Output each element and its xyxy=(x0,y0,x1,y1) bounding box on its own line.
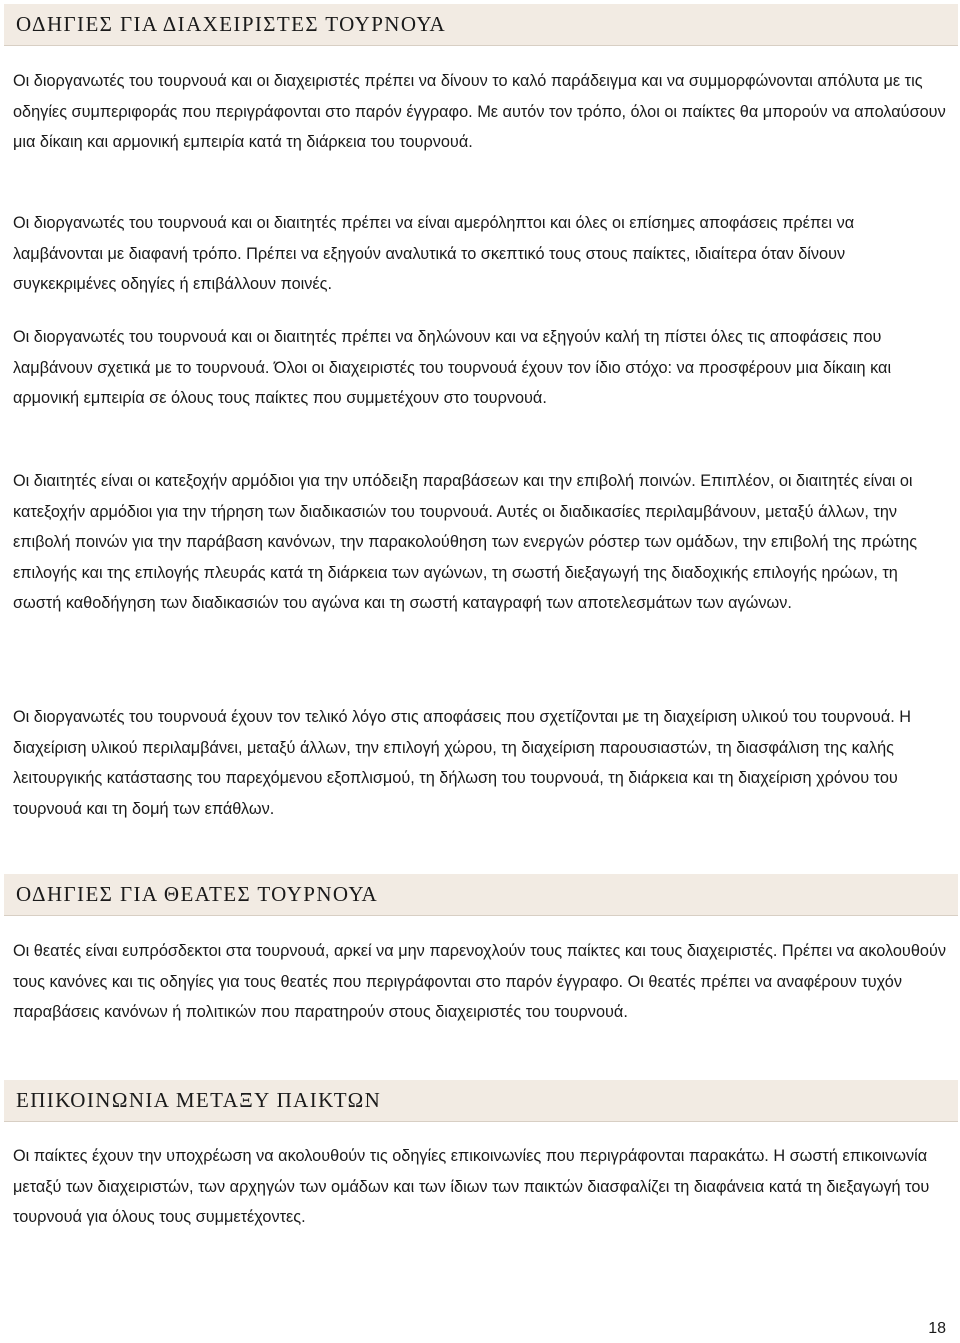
paragraph: Οι διοργανωτές του τουρνουά έχουν τον τελικό λόγο στις αποφάσεις που σχετίζονται με τη διαχείριση υλικού του τουρνουά. Η διαχείριση υλικού περιλαμβάνει, μεταξύ άλλων, την επιλογή χώρου, τη διαχείριση παρουσιαστών, τη διασφάλιση της καλής λειτουργικής κατάστασης του παρεχόμενου εξοπλισμού, τη δήλωση του τουρνουά, τη διάρκεια και τη διαχείριση χρόνου του τουρνουά και τη δομή των επάθλων. xyxy=(13,708,912,818)
paragraph: Οι θεατές είναι ευπρόσδεκτοι στα τουρνουά, αρκεί να μην παρενοχλούν τους παίκτες και τους διαχειριστές. Πρέπει να ακολουθούν τους κανόνες και τις οδηγίες για τους θεατές που περιγράφονται στο παρόν έγγραφο. Οι θεατές πρέπει να αναφέρουν τυχόν παραβάσεις κανόνων ή πολιτικών που παρατηρούν στους διαχειριστές του τουρνουά. xyxy=(13,942,946,1022)
paragraph: Οι παίκτες έχουν την υποχρέωση να ακολουθούν τις οδηγίες επικοινωνίες που περιγράφονται παρακάτω. Η σωστή επικοινωνία μεταξύ των διαχειριστών, των αρχηγών των ομάδων και των ίδιων των παικτών διασφαλίζει τη διαφάνεια κατά τη διεξαγωγή του τουρνουά για όλους τους συμμετέχοντες. xyxy=(13,1147,930,1227)
section-header-admins xyxy=(4,4,958,46)
page-number: 18 xyxy=(928,1320,946,1337)
section-header-player-communication xyxy=(4,1080,958,1122)
paragraph: Οι διοργανωτές του τουρνουά και οι διαιτητές πρέπει να δηλώνουν και να εξηγούν καλή τη πίστει όλες τις αποφάσεις που λαμβάνουν σχετικά με το τουρνουά. Όλοι οι διαχειριστές του τουρνουά έχουν τον ίδιο στόχο: να προσφέρουν μια δίκαιη και αρμονική εμπειρία σε όλους τους παίκτες που συμμετέχουν στο τουρνουά. xyxy=(13,328,892,408)
section-title: ΟΔΗΓΙΕΣ ΓΙΑ ΘΕΑΤΕΣ ΤΟΥΡΝΟΥΑ xyxy=(16,882,379,906)
section-header-spectators xyxy=(4,874,958,916)
section-title: ΟΔΗΓΙΕΣ ΓΙΑ ΔΙΑΧΕΙΡΙΣΤΕΣ ΤΟΥΡΝΟΥΑ xyxy=(16,12,447,36)
paragraph: Οι διοργανωτές του τουρνουά και οι διαχειριστές πρέπει να δίνουν το καλό παράδειγμα και να συμμορφώνονται απόλυτα με τις οδηγίες συμπεριφοράς που περιγράφονται στο παρόν έγγραφο. Με αυτόν τον τρόπο, όλοι οι παίκτες θα μπορούν να απολαύσουν μια δίκαιη και αρμονική εμπειρία κατά τη διάρκεια του τουρνουά. xyxy=(13,72,946,152)
section-title: ΕΠΙΚΟΙΝΩΝΙΑ ΜΕΤΑΞΥ ΠΑΙΚΤΩΝ xyxy=(16,1088,382,1112)
paragraph: Οι διοργανωτές του τουρνουά και οι διαιτητές πρέπει να είναι αμερόληπτοι και όλες οι επίσημες αποφάσεις πρέπει να λαμβάνονται με διαφανή τρόπο. Πρέπει να εξηγούν αναλυτικά το σκεπτικό τους στους παίκτες, ιδιαίτερα όταν δίνουν συγκεκριμένες οδηγίες ή επιβάλλουν ποινές. xyxy=(13,214,855,294)
paragraph: Οι διαιτητές είναι οι κατεξοχήν αρμόδιοι για την υπόδειξη παραβάσεων και την επιβολή ποινών. Επιπλέον, οι διαιτητές είναι οι κατεξοχήν αρμόδιοι για την τήρηση των διαδικασιών του τουρνουά. Αυτές οι διαδικασίες περιλαμβάνουν, μεταξύ άλλων, την επιβολή ποινών για την παράβαση κανόνων, την παρακολούθηση των ενεργών ρόστερ των ομάδων, την επιβολή της πρώτης επιλογής και της επιλογής πλευράς κατά τη διάρκεια των αγώνων, τη σωστή διεξαγωγή της διαδοχικής επιλογής ηρώων, τη σωστή καθοδήγηση των διαδικασιών του αγώνα και τη σωστή καταγραφή των αποτελεσμάτων των αγώνων. xyxy=(13,472,918,613)
